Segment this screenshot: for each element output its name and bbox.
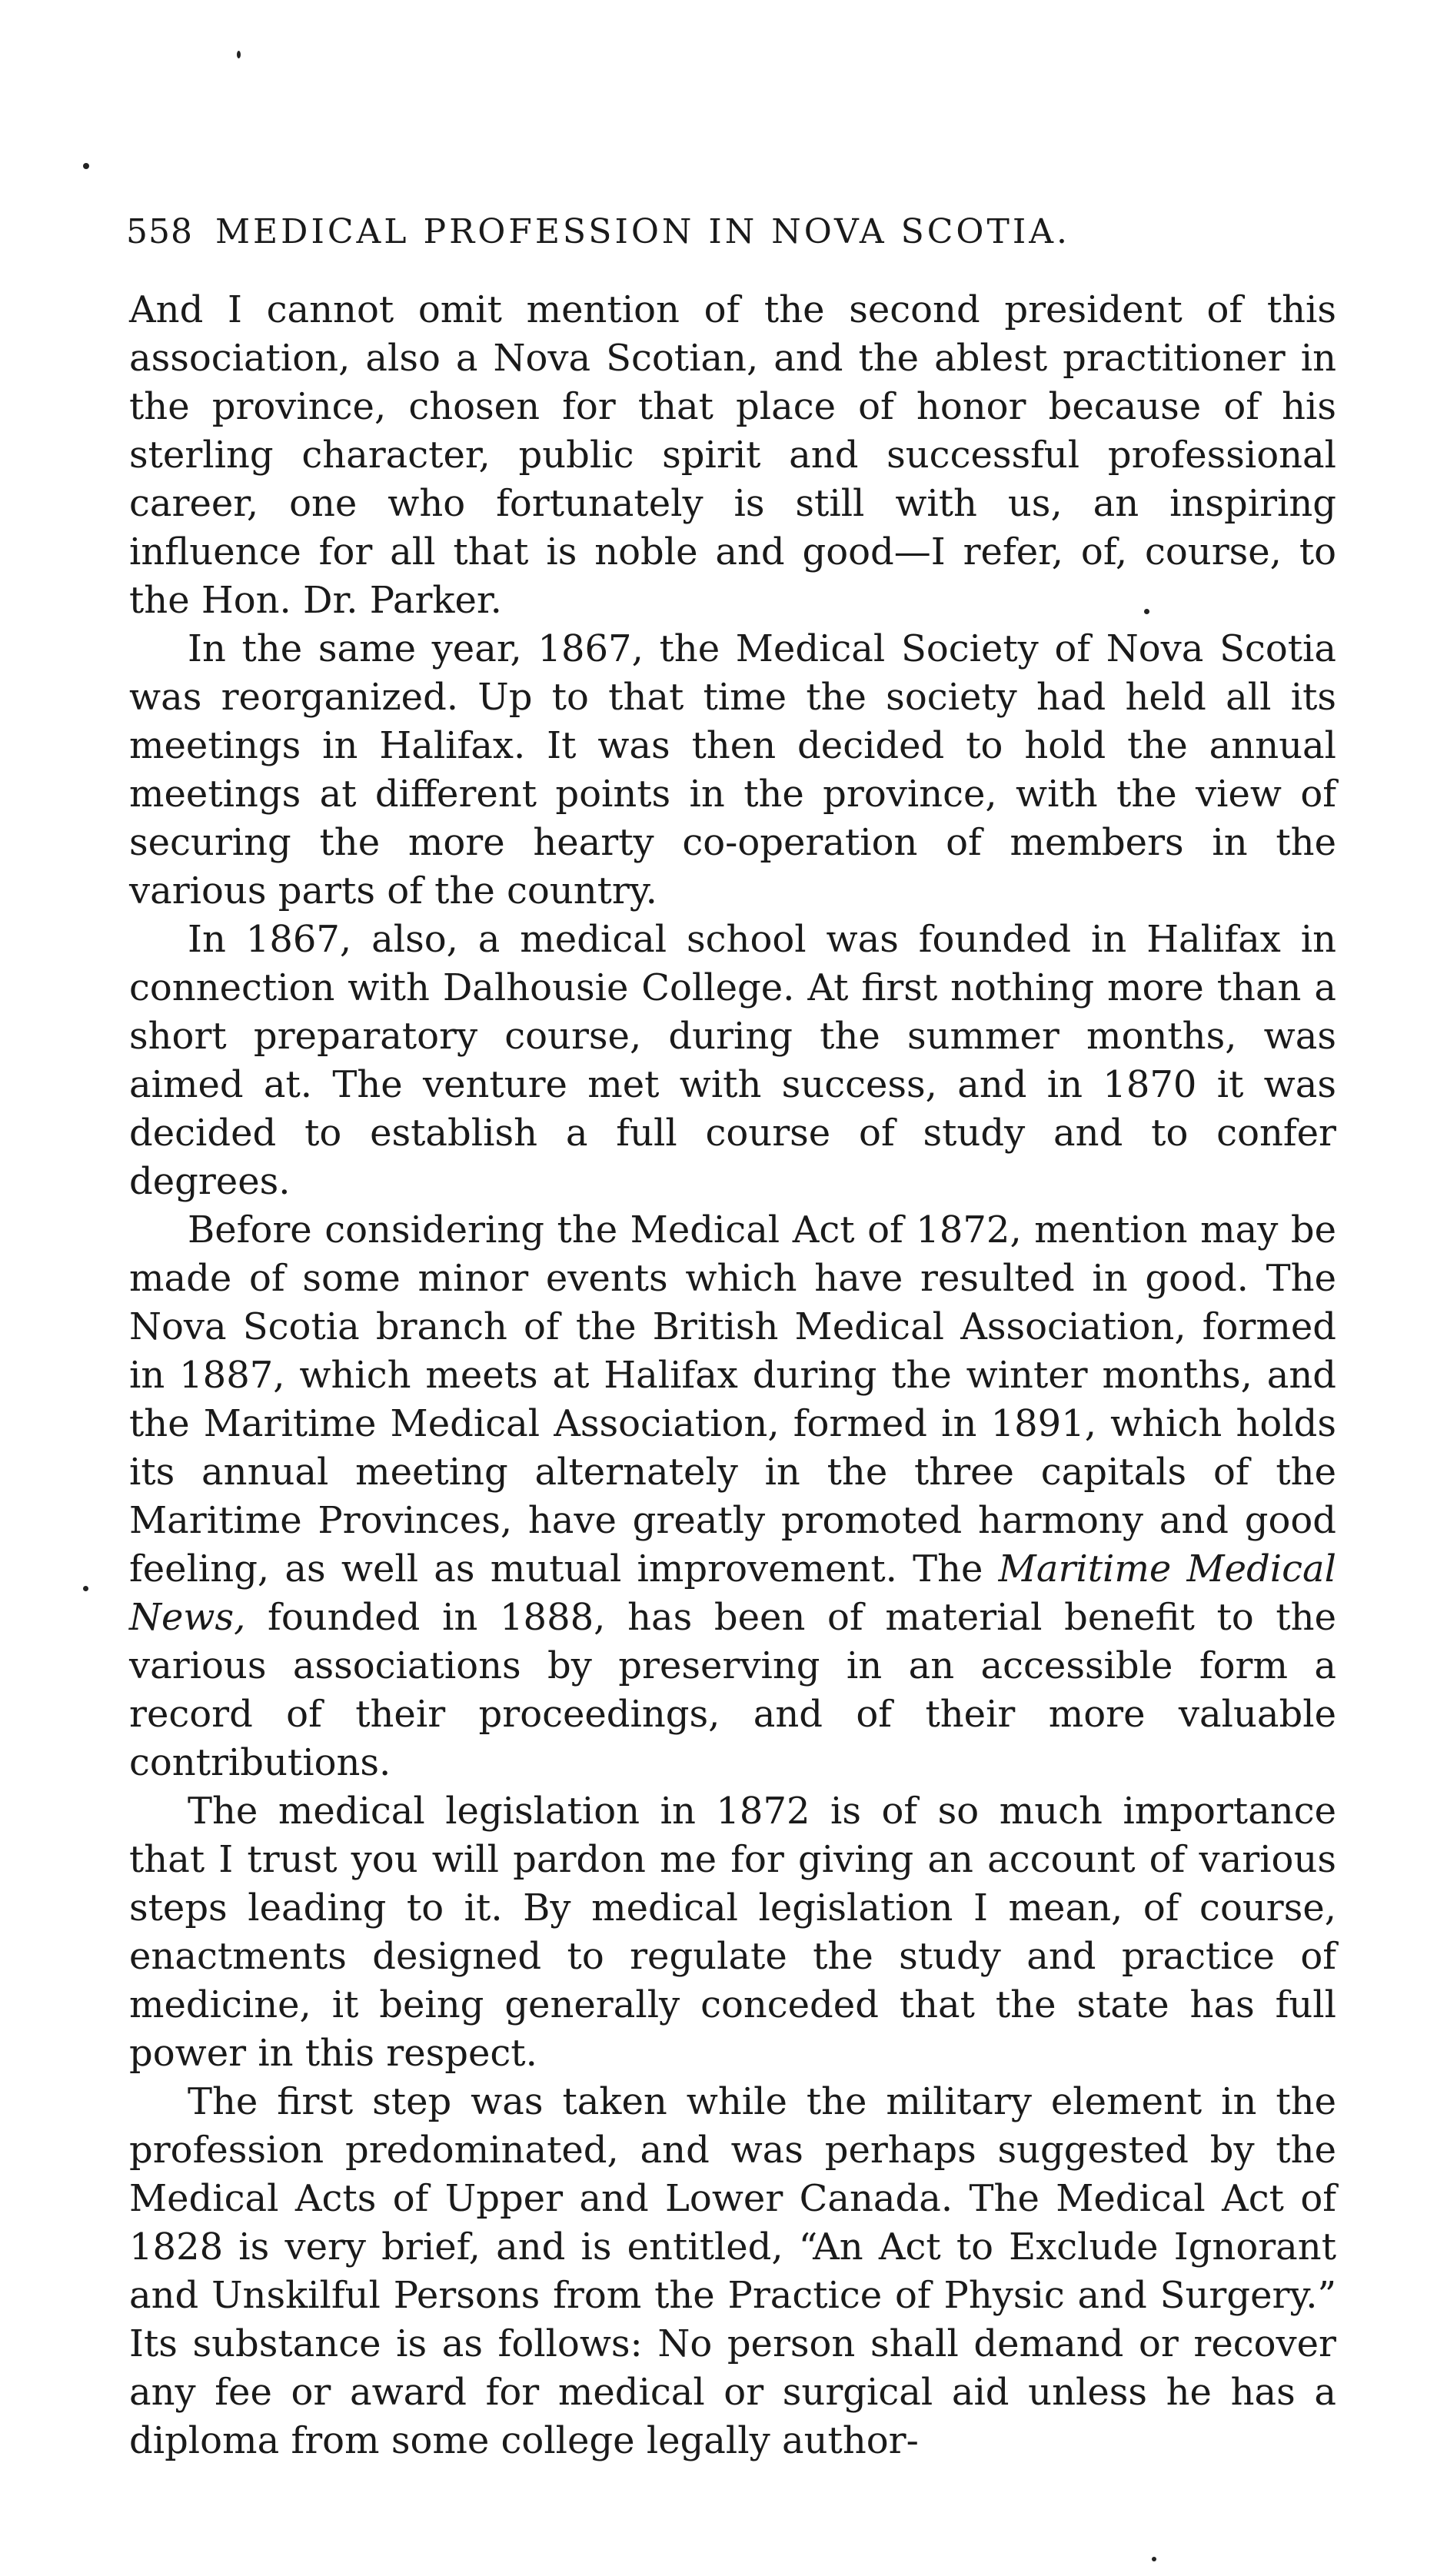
paragraph: The first step was taken while the military element in the profession predominated, and was perhaps suggested by the Medical Acts of Upper and Lower Canada. The Medical Act of 1828 is very brief, and is entitled, “An Act to Exclude Ignorant and Unskilful Persons from the Practice of Physic and Surgery.” Its substance is as follows: No person shall demand or recover any fee or award for medical or surgical aid unless he has a diploma from some college legally author- bbox=[129, 2080, 1336, 2462]
running-header bbox=[126, 201, 1326, 263]
ink-speck bbox=[83, 1586, 88, 1591]
paragraph-text: Before considering the Medical Act of 1872, mention may be made of some minor events which have resulted in good. The Nova Scotia branch of the British Medical Association, formed in 1887, which meets at Halifax during the winter months, and the Maritime Medical Association, formed in 1891, which holds its annual meeting alternately in the three capitals of the Maritime Provinces, have greatly promoted harmony and good feeling, as well as mutual improvement. The bbox=[129, 1208, 1336, 1590]
paragraph: And I cannot omit mention of the second president of this association, also a Nova Scotian, and the ablest practitioner in the province, chosen for that place of honor because of his sterling character, public spirit and successful professional career, one who fortunately is still with us, an inspiring influence for all that is noble and good—I refer, of, course, to the Hon. Dr. Parker. bbox=[129, 288, 1336, 622]
paragraph: The medical legislation in 1872 is of so much importance that I trust you will pardon me for giving an account of various steps leading to it. By medical legislation I mean, of course, enactments designed to regulate the study and practice of medicine, it being generally conceded that the state has full power in this respect. bbox=[129, 1790, 1336, 2075]
running-title: MEDICAL PROFESSION IN NOVA SCOTIA. bbox=[215, 212, 1070, 251]
ink-speck bbox=[83, 163, 89, 169]
paragraph: In the same year, 1867, the Medical Society of Nova Scotia was reorganized. Up to that time the society had held all its meetings in Halifax. It was then decided to hold the annual meetings at different points in the province, with the view of securing the more hearty co-operation of members in the various parts of the country. bbox=[129, 627, 1336, 912]
page-number: 558 bbox=[126, 212, 193, 251]
ink-speck bbox=[1152, 2557, 1156, 2561]
paragraph-text: founded in 1888, has been of material benefit to the various associations by preserving in an accessible form a record of their proceedings, and of their more valuable contributions. bbox=[129, 1596, 1336, 1784]
journal-title: Maritime Medical News, bbox=[129, 1547, 1336, 1639]
body-text bbox=[129, 286, 1336, 2465]
paragraph: In 1867, also, a medical school was founded in Halifax in connection with Dalhousie College. At first nothing more than a short preparatory course, during the summer months, was aimed at. The venture met with success, and in 1870 it was decided to establish a full course of study and to confer degrees. bbox=[129, 918, 1336, 1203]
ink-speck bbox=[237, 51, 241, 58]
paragraph bbox=[129, 1206, 1336, 1787]
